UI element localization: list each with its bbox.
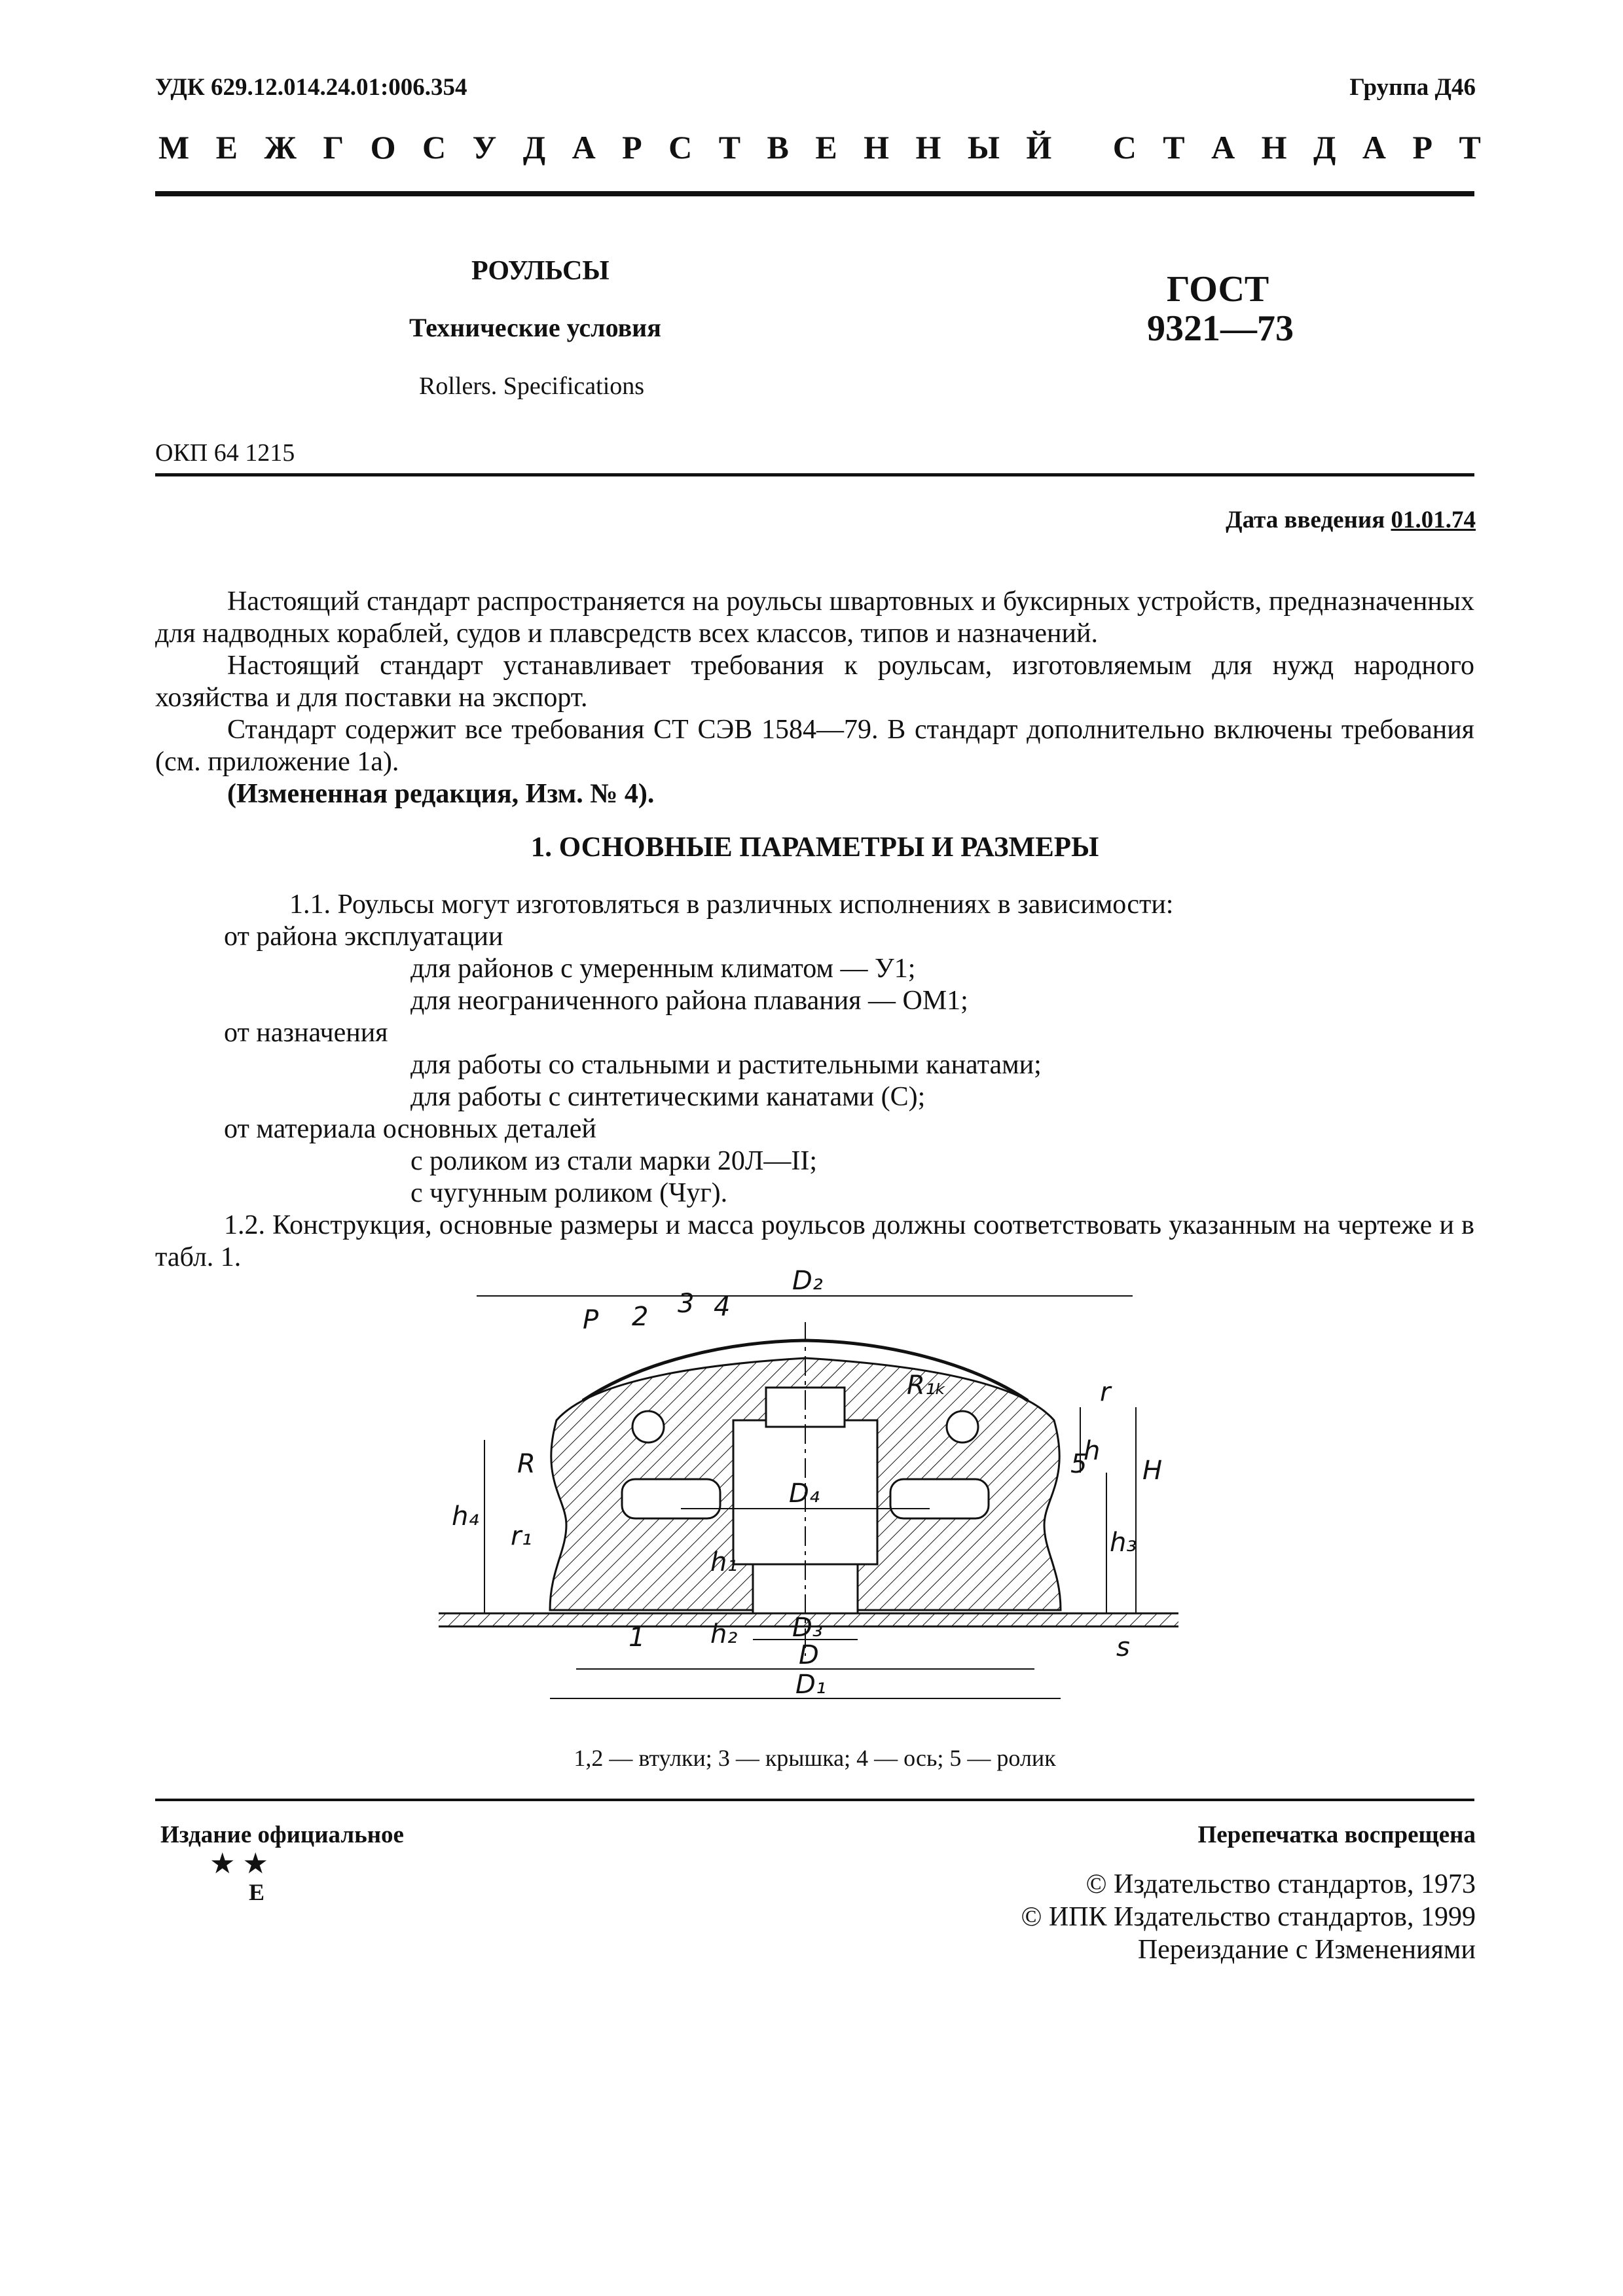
title-rule [155,473,1474,476]
left-roller [622,1479,720,1518]
list-item: от назначения [224,1018,388,1048]
document-subtitle: Технические условия [409,313,661,342]
section-text [155,889,1474,1274]
right-pin [947,1411,978,1443]
document-title-en: Rollers. Specifications [419,372,645,400]
heading-letter: Н [1261,129,1287,166]
roller-drawing [426,1263,1185,1721]
label-h4: h₄ [452,1501,479,1532]
heading-letter: Т [1163,129,1185,166]
heading-letter: Т [1459,129,1481,166]
e-mark: Е [249,1879,265,1905]
label-h1: h₁ [710,1547,738,1577]
label-H: H [1142,1456,1163,1486]
header-rule [155,191,1474,196]
label-D4: D₄ [789,1479,820,1509]
intro-date [1226,506,1476,534]
list-item: от района эксплуатации [224,922,503,952]
heading-letter: О [370,129,396,166]
list-item: с чугунным роликом (Чуг). [410,1178,728,1208]
label-P: P [583,1305,599,1335]
label-3: 3 [678,1289,695,1319]
heading-letter: Е [815,129,837,166]
copyright-1973: © Издательство стандартов, 1973 [1085,1869,1476,1899]
heading-letter: А [1211,129,1235,166]
label-s: s [1116,1632,1130,1662]
heading-letter: Н [915,129,941,166]
right-roller [890,1479,989,1518]
intro-text [155,586,1474,810]
label-h2: h₂ [710,1619,738,1649]
heading-letter: Н [864,129,890,166]
heading-letter: С [1112,129,1137,166]
heading-letter: С [668,129,693,166]
reprint-notice: Перепечатка воспрещена [1197,1821,1476,1848]
heading-letter: Й [1026,129,1052,166]
heading-letter [1078,128,1087,166]
group-code: Группа Д46 [1349,74,1476,101]
drawing-caption: 1,2 — втулки; 3 — крышка; 4 — ось; 5 — ролик [574,1745,1056,1771]
intro-date-value: 01.01.74 [1391,507,1476,533]
label-r1: r₁ [511,1521,532,1551]
clause: 1.1. Роульсы могут изготовляться в различных исполнениях в зависимости: [289,889,1174,920]
list-item: для работы с синтетическими канатами (С); [410,1082,926,1112]
heading-letter: Р [1412,129,1432,166]
clause: 1.2. Конструкция, основные размеры и масса роульсов должны соответствовать указанным на чертеже и в табл. 1. [155,1210,1474,1272]
list-item: для работы со стальными и растительными канатами; [410,1050,1042,1080]
label-D1: D₁ [795,1670,826,1700]
heading-letter: В [767,129,789,166]
label-R1k: R₁ₖ [907,1371,947,1401]
official-edition: Издание официальное [160,1821,404,1848]
intro-date-label: Дата введения [1226,507,1385,533]
label-D3: D₃ [792,1613,823,1643]
label-4: 4 [714,1292,731,1322]
section-heading: 1. ОСНОВНЫЕ ПАРАМЕТРЫ И РАЗМЕРЫ [530,832,1099,863]
reissue-note: Переиздание с Изменениями [1137,1935,1476,1965]
gost-label: ГОСТ [1167,269,1269,310]
heading-letter: М [158,129,190,166]
paragraph: Настоящий стандарт распространяется на роульсы швартовных и буксирных устройств, предназначенных для надводных кораблей, судов и плавсредств всех классов, типов и назначений. [155,586,1474,649]
list-item: с роликом из стали марки 20Л—II; [410,1146,818,1176]
label-D2: D₂ [792,1266,823,1296]
label-r: r [1100,1377,1111,1407]
heading-letter: Д [522,129,546,166]
label-D: D [799,1640,819,1670]
paragraph: Настоящий стандарт устанавливает требования к роульсам, изготовляемым для нужд народного хозяйства и для поставки на экспорт. [155,651,1474,713]
document-title: РОУЛЬСЫ [471,256,610,286]
paragraph: Стандарт содержит все требования СТ СЭВ 1584—79. В стандарт дополнительно включены требования (см. приложение 1а). [155,715,1474,777]
label-h: h [1084,1436,1101,1466]
list-item: для неограниченного района плавания — ОМ1; [410,986,968,1016]
copyright-1999: © ИПК Издательство стандартов, 1999 [1021,1902,1476,1932]
list-item: от материала основных деталей [224,1114,596,1144]
list-item: для районов с умеренным климатом — У1; [410,954,916,984]
heading-letter: А [1362,129,1386,166]
standard-type-heading [158,128,1481,166]
okp-code: ОКП 64 1215 [155,439,295,467]
star-mark: ★ ★ [210,1848,268,1880]
heading-letter: Е [215,129,238,166]
heading-letter: С [422,129,447,166]
label-R: R [517,1449,536,1479]
udk-code: УДК 629.12.014.24.01:006.354 [155,74,467,101]
heading-letter: Ж [264,129,297,166]
heading-letter: А [572,129,596,166]
label-h3: h₃ [1110,1528,1137,1558]
heading-letter: У [472,129,497,166]
heading-letter: Ы [967,129,1000,166]
footer-rule [155,1799,1474,1801]
heading-letter: Г [323,129,344,166]
heading-letter: Т [718,129,741,166]
gost-number: 9321—73 [1147,308,1294,349]
heading-letter: Р [622,129,642,166]
left-pin [632,1411,664,1443]
heading-letter: Д [1313,129,1336,166]
label-2: 2 [632,1302,649,1332]
label-5: 5 [1070,1449,1087,1479]
change-note: (Измененная редакция, Изм. № 4). [227,779,655,809]
label-1: 1 [629,1623,646,1653]
